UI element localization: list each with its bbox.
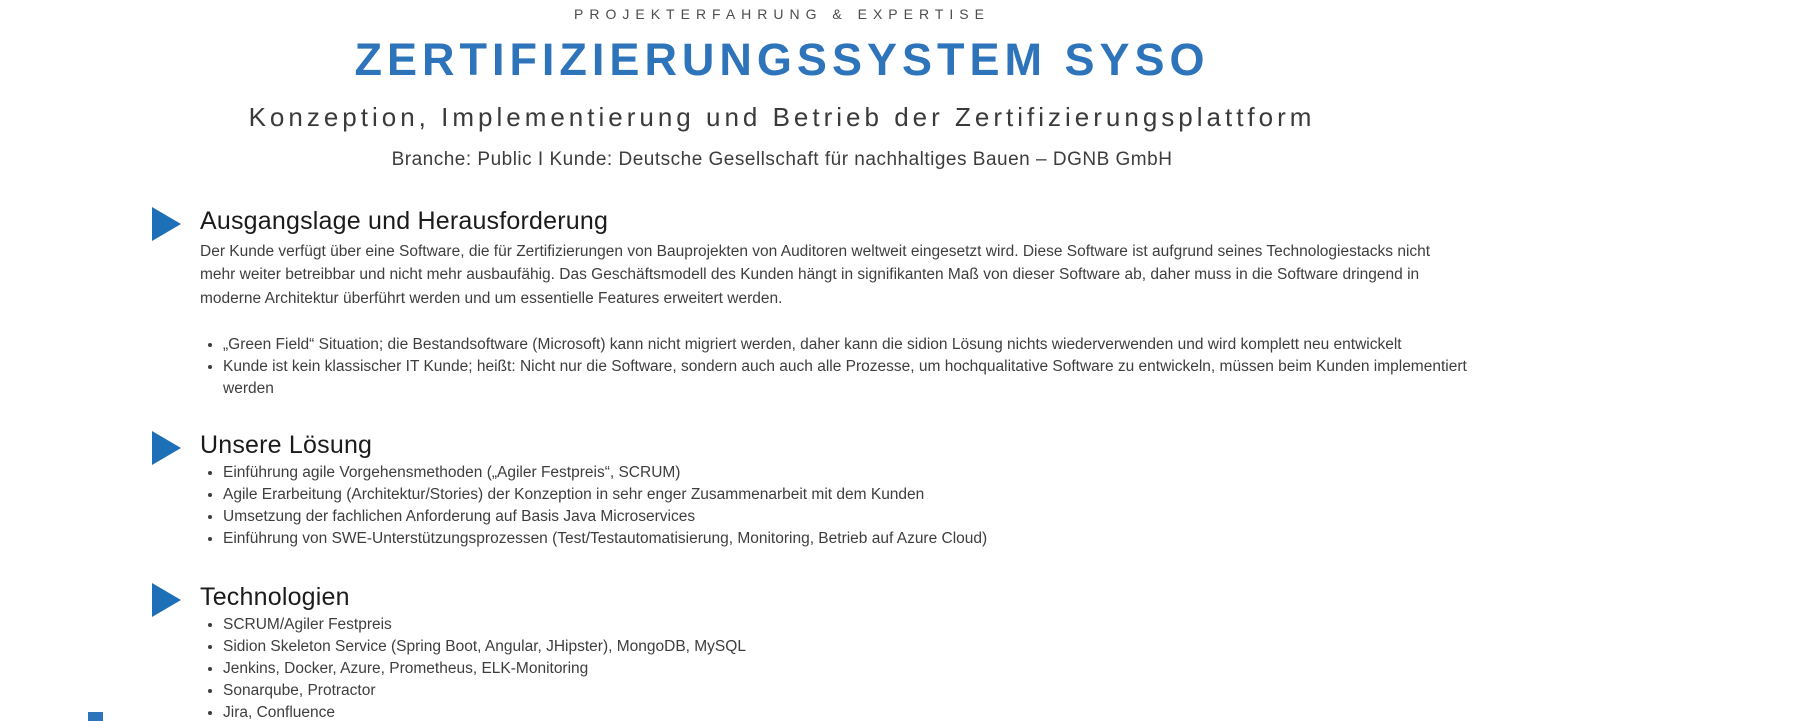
- section-loesung: [152, 430, 1793, 550]
- section-paragraph: Der Kunde verfügt über eine Software, die für Zertifizierungen von Bauprojekten von Auditoren weltweit eingesetzt wird. Diese Software ist aufgrund seines Technologiestacks nicht mehr weiter betreibbar und nicht mehr ausbaufähig. Das Geschäftsmodell des Kunden hängt in signifikanten Maß von dieser Software ab, daher muss in die Software dringend in moderne Architektur überführt werden und um essentielle Features erweitert werden.: [200, 243, 1431, 307]
- branche-kunde-line: Branche: Public I Kunde: Deutsche Gesellschaft für nachhaltiges Bauen – DGNB GmbH: [391, 149, 1173, 170]
- section-heading: Ausgangslage und Herausforderung: [200, 207, 609, 235]
- content: [152, 206, 1793, 721]
- section-technologien: [152, 582, 1793, 721]
- bullet-list: [200, 334, 1493, 400]
- eyebrow-label: PROJEKTERFAHRUNG & EXPERTISE: [574, 6, 990, 22]
- page-title: ZERTIFIZIERUNGSSYSTEM SYSO: [354, 34, 1210, 85]
- bullet-item: • Jenkins, Docker, Azure, Prometheus, ELK-Monitoring: [223, 658, 1493, 680]
- section-ausgangslage: [152, 206, 1793, 400]
- bullet-item: • SCRUM/Agiler Festpreis: [223, 614, 1493, 636]
- bullet-item: • Einführung von SWE-Unterstützungsprozessen (Test/Testautomatisierung, Monitoring, Betrieb auf Azure Cloud): [223, 528, 1493, 550]
- bullet-item: • Kunde ist kein klassischer IT Kunde; heißt: Nicht nur die Software, sondern auch auch alle Prozesse, um hochqualitative Software zu entwickeln, müssen beim Kunden implementiert werden: [223, 356, 1493, 400]
- bullet-item: • „Green Field“ Situation; die Bestandsoftware (Microsoft) kann nicht migriert werden, daher kann die sidion Lösung nichts wiederverwenden und wird komplett neu entwickelt: [223, 334, 1493, 356]
- bullet-item: • Agile Erarbeitung (Architektur/Stories) der Konzeption in sehr enger Zusammenarbeit mit dem Kunden: [223, 484, 1493, 506]
- bullet-item: • Sonarqube, Protractor: [223, 680, 1493, 702]
- bullet-list: [200, 614, 1493, 721]
- bullet-item: • Umsetzung der fachlichen Anforderung auf Basis Java Microservices: [223, 506, 1493, 528]
- bullet-item: • Sidion Skeleton Service (Spring Boot, Angular, JHipster), MongoDB, MySQL: [223, 636, 1493, 658]
- section-heading: Technologien: [200, 582, 350, 611]
- play-arrow-icon: [152, 207, 181, 241]
- section-heading: Unsere Lösung: [200, 430, 373, 459]
- bullet-item: • Jira, Confluence: [223, 702, 1493, 721]
- bullet-item: • Einführung agile Vorgehensmethoden („Agiler Festpreis“, SCRUM): [223, 462, 1493, 484]
- partial-logo-block: [88, 712, 103, 721]
- page-header: [0, 0, 1564, 169]
- play-arrow-icon: [152, 431, 181, 465]
- play-arrow-icon: [152, 583, 181, 617]
- page-subtitle: Konzeption, Implementierung und Betrieb der Zertifizierungsplattform: [248, 102, 1316, 132]
- bullet-list: [200, 462, 1493, 550]
